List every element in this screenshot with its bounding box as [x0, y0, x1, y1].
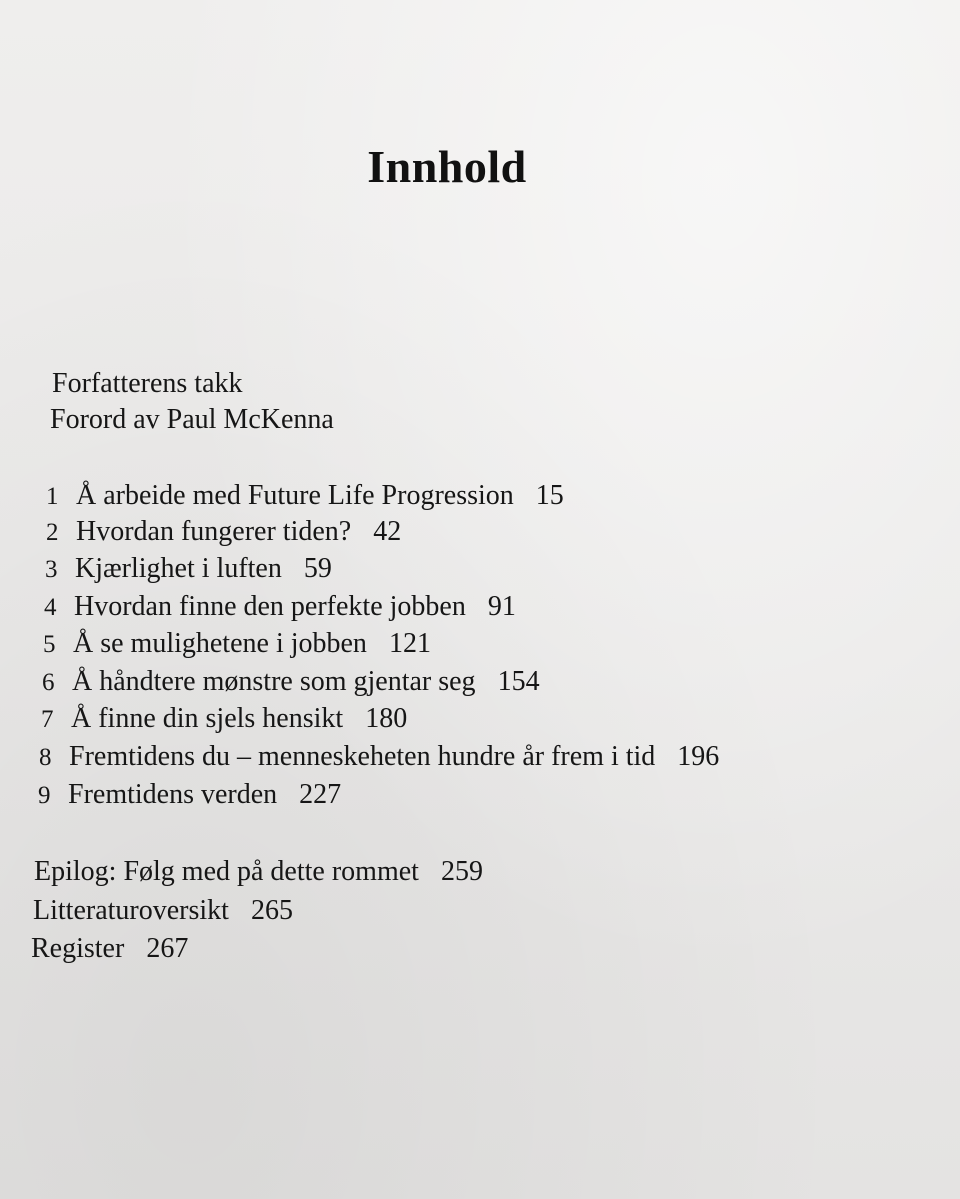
- page-title: Innhold: [367, 141, 527, 192]
- chapter-entry: [46, 518, 401, 546]
- chapter-number: 7: [41, 706, 54, 733]
- chapter-entry: [45, 555, 332, 583]
- chapter-page: 42: [373, 516, 402, 547]
- front-matter-item: [50, 406, 334, 434]
- chapter-title: Å arbeide med Future Life Progression: [76, 480, 514, 511]
- chapter-number: 3: [45, 556, 58, 583]
- chapter-page: 180: [365, 703, 408, 734]
- chapter-page: 154: [497, 666, 540, 697]
- chapter-number: 1: [46, 483, 59, 510]
- chapter-entry: [44, 593, 516, 621]
- chapter-page: 59: [303, 553, 332, 584]
- chapter-number: 6: [42, 669, 55, 696]
- chapter-title: Å se mulighetene i jobben: [73, 628, 367, 659]
- entry-title: Forord av Paul McKenna: [50, 404, 334, 435]
- chapter-number: 9: [38, 782, 51, 809]
- chapter-title: Kjærlighet i luften: [75, 553, 282, 584]
- chapter-number: 5: [43, 631, 56, 658]
- back-matter-entry: [31, 935, 188, 963]
- chapter-title: Hvordan fungerer tiden?: [76, 516, 352, 547]
- entry-title: Epilog: Følg med på dette rommet: [34, 856, 419, 887]
- chapter-title: Fremtidens verden: [68, 779, 278, 810]
- front-matter-item: [52, 370, 243, 398]
- entry-title: Litteraturoversikt: [33, 895, 229, 926]
- back-matter-entry: [34, 858, 483, 886]
- chapter-page: 196: [677, 741, 720, 772]
- back-matter-entry: [33, 897, 293, 925]
- chapter-page: 15: [535, 480, 564, 511]
- entry-page: 267: [146, 933, 189, 964]
- entry-title: Forfatterens takk: [52, 368, 243, 399]
- chapter-title: Å håndtere mønstre som gjentar seg: [72, 666, 476, 697]
- chapter-number: 2: [46, 519, 59, 546]
- entry-title: Register: [31, 933, 125, 964]
- chapter-page: 91: [487, 591, 516, 622]
- chapter-entry: [43, 630, 431, 658]
- chapter-entry: [46, 482, 564, 510]
- chapter-number: 4: [44, 594, 57, 621]
- chapter-page: 121: [388, 628, 431, 659]
- entry-page: 265: [250, 895, 293, 926]
- chapter-entry: [41, 705, 407, 733]
- chapter-title: Fremtidens du – menneskeheten hundre år frem i tid: [69, 741, 656, 772]
- chapter-number: 8: [39, 744, 52, 771]
- chapter-entry: [39, 743, 719, 771]
- chapter-title: Å finne din sjels hensikt: [71, 703, 344, 734]
- chapter-entry: [38, 781, 341, 809]
- entry-page: 259: [440, 856, 483, 887]
- chapter-page: 227: [299, 779, 342, 810]
- chapter-title: Hvordan finne den perfekte jobben: [74, 591, 466, 622]
- chapter-entry: [42, 668, 540, 696]
